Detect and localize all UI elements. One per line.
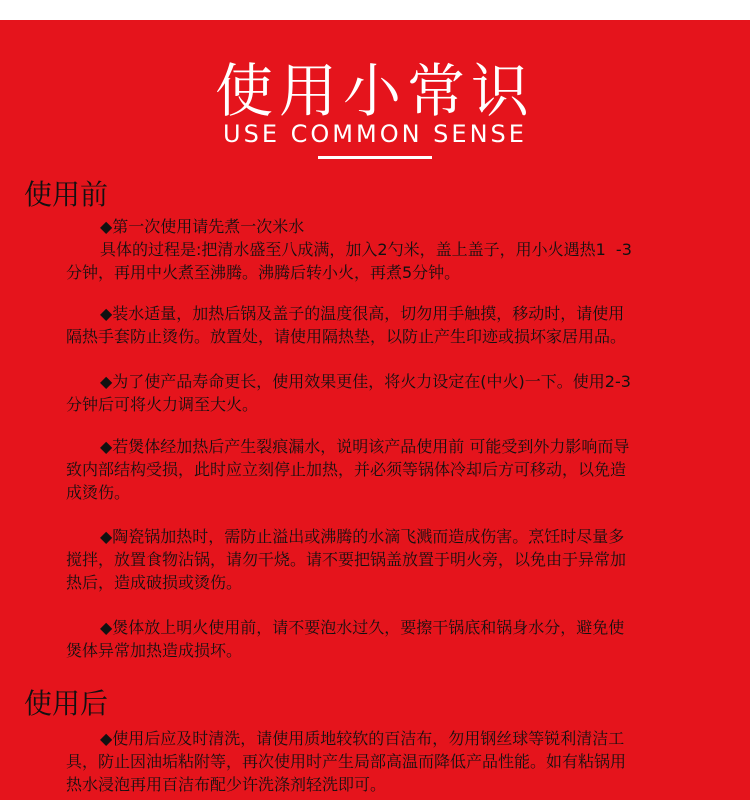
- text-line: 隔热手套防止烫伤。放置处，请使用隔热垫，以防止产生印迹或损坏家居用品。: [66, 327, 627, 346]
- text-line: ◆第一次使用请先煮一次米水: [100, 217, 305, 236]
- tip-cleaning: [66, 727, 718, 796]
- title-underline: [318, 156, 432, 159]
- text-line: ◆使用后应及时清洗，请使用质地较软的百洁布，勿用钢丝球等锐利清洁工: [100, 729, 625, 748]
- text-line: 成烫伤。: [66, 483, 131, 502]
- text-line: 煲体异常加热造成损坏。: [66, 641, 243, 660]
- text-line: 分钟后可将火力调至大火。: [66, 395, 259, 414]
- tip-ceramic-heating: [66, 525, 718, 594]
- text-line: 致内部结构受损，此时应立刻停止加热，并必须等锅体冷却后方可移动，以免造: [66, 460, 627, 479]
- tip-first-use: [66, 215, 718, 284]
- text-line: 具体的过程是:把清水盛至八成满，加入2勺米，盖上盖子，用小火遇热1 -3: [100, 240, 632, 259]
- text-line: 分钟，再用中火煮至沸腾。沸腾后转小火，再煮5分钟。: [66, 263, 461, 282]
- text-line: ◆装水适量，加热后锅及盖子的温度很高，切勿用手触摸，移动时，请使用: [100, 304, 625, 323]
- tip-heat-level: [66, 370, 718, 416]
- tip-open-flame: [66, 616, 718, 662]
- page-title: 使用小常识: [214, 57, 535, 125]
- tip-cracks: [66, 435, 718, 504]
- tip-water-amount: [66, 302, 718, 348]
- text-line: 热后，造成破损或烫伤。: [66, 573, 243, 592]
- text-line: ◆为了使产品寿命更长，使用效果更佳，将火力设定在(中火)一下。使用2-3: [100, 372, 631, 391]
- text-line: ◆陶瓷锅加热时，需防止溢出或沸腾的水滴飞溅而造成伤害。烹饪时尽量多: [100, 527, 625, 546]
- text-line: 具，防止因油垢粘附等，再次使用时产生局部高温而降低产品性能。如有粘锅用: [66, 752, 627, 771]
- page-subtitle: USE COMMON SENSE: [223, 120, 527, 148]
- text-line: ◆煲体放上明火使用前，请不要泡水过久，要擦干锅底和锅身水分，避免使: [100, 618, 625, 637]
- section-title-before-use: 使用前: [24, 178, 109, 211]
- section-title-after-use: 使用后: [24, 687, 109, 720]
- text-line: 热水浸泡再用百洁布配少许洗涤剂轻洗即可。: [66, 775, 387, 794]
- text-line: ◆若煲体经加热后产生裂痕漏水，说明该产品使用前 可能受到外力影响而导: [100, 437, 630, 456]
- text-line: 搅拌，放置食物沾锅，请勿干烧。请不要把锅盖放置于明火旁，以免由于异常加: [66, 550, 627, 569]
- tips-panel: [0, 20, 750, 800]
